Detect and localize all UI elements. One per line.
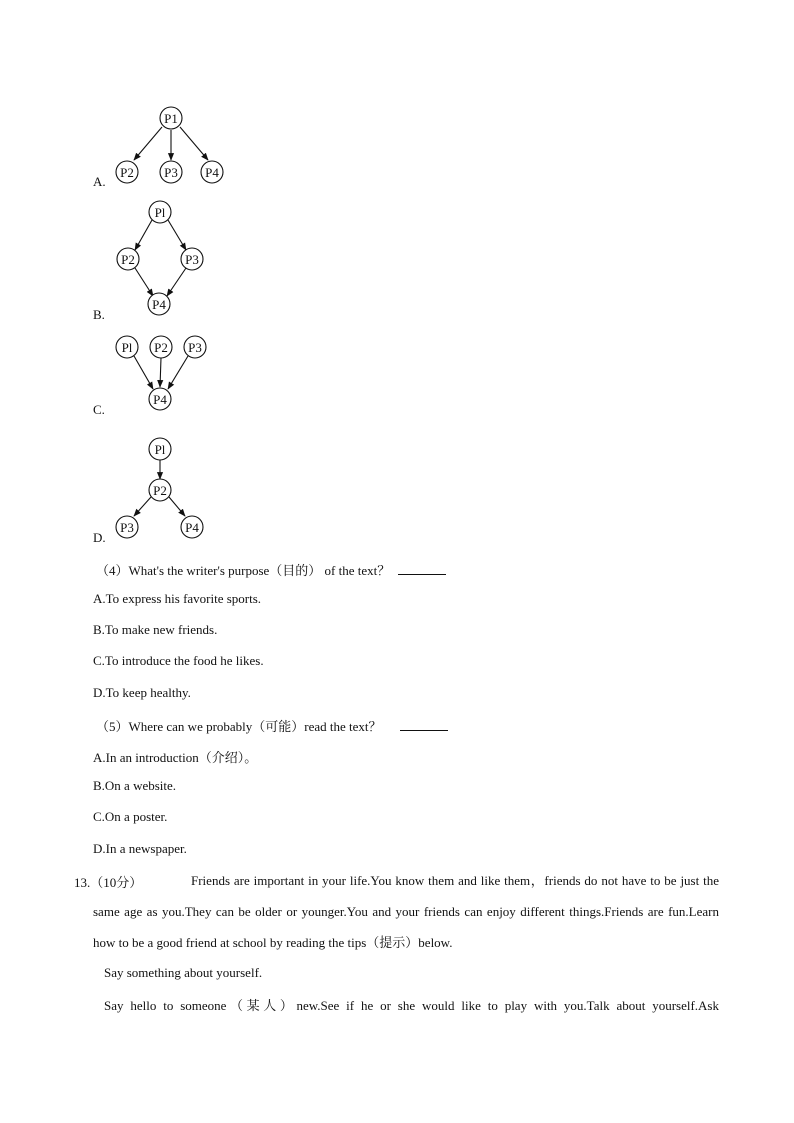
node-b-2 [117,248,139,270]
q5-option-a: A.In an introduction（介绍）。 [93,750,258,765]
edge-c-1-4 [134,356,153,389]
edge-b-1-2 [135,220,152,250]
edge-p1-p4 [180,127,208,160]
node-c-3 [184,336,206,358]
q5-option-b: B.On a website. [93,778,177,793]
svg-text:Pl: Pl [121,340,133,355]
node-b-1 [149,201,171,223]
svg-text:P2: P2 [121,252,135,267]
q13-tip1-title: Say something about yourself. [104,965,263,980]
q5-option-d: D.In a newspaper. [93,841,187,856]
option-a-label: A. [93,174,106,189]
edge-b-1-3 [168,220,186,250]
svg-text:P3: P3 [120,520,134,535]
svg-text:P3: P3 [185,252,199,267]
node-b-4 [148,293,170,315]
node-d-1 [149,438,171,460]
q13-tip1-body [104,990,719,1021]
q13-tip1-body-text: Say hello to someone（某人）new.See if he or she would like to play with you.Talk about yourself.Ask [104,998,719,1013]
q4-option-c: C.To introduce the food he likes. [93,653,264,668]
edge-p1-p2 [134,127,162,160]
svg-text:P4: P4 [205,165,219,180]
q5-option-c: C.On a poster. [93,809,168,824]
q5-prompt-line [96,716,448,735]
svg-text:P2: P2 [154,340,168,355]
svg-text:P1: P1 [164,111,178,126]
q4-option-a: A.To express his favorite sports. [93,591,262,606]
node-a-3 [160,161,182,183]
option-c-label: C. [93,402,105,417]
edge-c-3-4 [168,356,188,389]
q4-option-b: B.To make new friends. [93,622,218,637]
node-d-3 [116,516,138,538]
node-b-3 [181,248,203,270]
svg-text:P4: P4 [153,392,167,407]
edge-c-2-4 [160,358,161,387]
q5-prompt: （5）Where can we probably（可能）read the text？ [96,719,382,734]
node-c-1 [116,336,138,358]
q13-number: 13.（10分） [74,875,143,890]
node-a-1 [160,107,182,129]
node-c-2 [150,336,172,358]
q5-answer-blank[interactable] [400,719,448,731]
edge-b-2-4 [135,268,153,296]
option-b-label: B. [93,307,105,322]
q4-prompt: （4）What's the writer's purpose（目的） of the text？ [96,563,391,578]
svg-text:P4: P4 [152,297,166,312]
svg-text:P2: P2 [153,483,167,498]
svg-text:P3: P3 [164,165,178,180]
q4-prompt-line [96,560,446,579]
node-a-4 [201,161,223,183]
svg-text:Pl: Pl [154,205,166,220]
svg-text:P2: P2 [120,165,134,180]
svg-text:P4: P4 [185,520,199,535]
node-c-4 [149,388,171,410]
node-a-2 [116,161,138,183]
edge-b-3-4 [167,268,186,296]
svg-text:P3: P3 [188,340,202,355]
q4-option-d: D.To keep healthy. [93,685,191,700]
node-d-4 [181,516,203,538]
q13-intro [93,865,719,958]
node-d-2 [149,479,171,501]
q4-answer-blank[interactable] [398,563,446,575]
edge-d-2-3 [134,497,151,516]
svg-text:Pl: Pl [154,442,166,457]
option-d-label: D. [93,530,106,545]
edge-d-2-4 [169,497,185,516]
q13-intro-text: Friends are important in your life.You know them and like them，friends do not have to be just the same age as you.They can be older or younger.You and your friends can enjoy different things.Friends are fun.Learn how to be a good friend at school by reading the tips（提示）below. [93,873,719,950]
